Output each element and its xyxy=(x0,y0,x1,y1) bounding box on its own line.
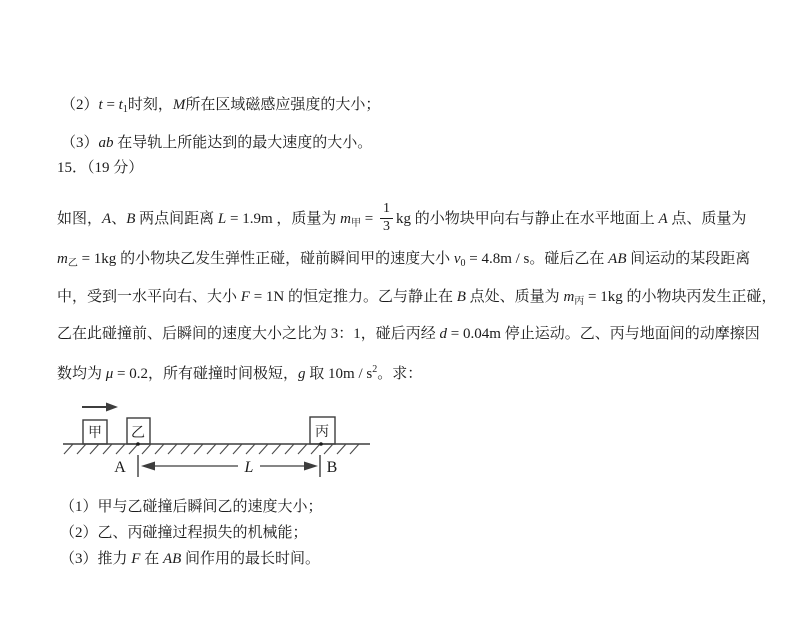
text-segment: 如图， xyxy=(57,211,103,227)
length-label: L xyxy=(244,459,254,476)
text-segment: m xyxy=(57,251,68,267)
text-segment: B xyxy=(456,289,466,305)
text-segment: ，碰后丙经 xyxy=(360,326,440,342)
question-15-paragraph-line-3 xyxy=(57,286,777,313)
text-segment: 数均为 xyxy=(57,366,106,382)
text-segment: 在 xyxy=(140,551,163,567)
point-a-label: A xyxy=(114,459,126,476)
text-segment: 甲 xyxy=(350,218,361,229)
text-segment: M xyxy=(172,97,186,113)
block-yi-label: 乙 xyxy=(131,426,145,441)
text-segment: = 1kg xyxy=(77,251,117,267)
text-segment: t xyxy=(98,97,103,113)
text-segment: 时刻， xyxy=(127,97,173,113)
block-bing-label: 丙 xyxy=(315,425,329,440)
text-segment: 两点间距离 xyxy=(135,211,218,227)
text-segment: AB xyxy=(162,551,182,567)
text-segment: 所在区域磁感应强度的大小； xyxy=(185,97,381,113)
text-segment: 1 xyxy=(353,326,361,342)
velocity-arrow-icon xyxy=(82,403,118,412)
block-bing xyxy=(310,417,335,444)
text-segment: 中，受到一水平向右、大小 xyxy=(57,289,241,305)
text-segment: （1）甲与乙碰撞后瞬间乙的速度大小； xyxy=(60,499,323,515)
text-segment: （2）乙、丙碰撞过程损失的机械能； xyxy=(60,525,308,541)
text-segment: = 4.8m / s xyxy=(465,251,530,267)
point-b-label: B xyxy=(326,459,338,476)
point-b-dot xyxy=(319,442,323,446)
text-segment: ，所有碰撞时间极短， xyxy=(148,366,299,382)
text-segment: 点、质量为 xyxy=(667,211,747,227)
text-segment: ： xyxy=(338,326,354,342)
ground-surface xyxy=(63,442,370,454)
text-segment: = 1.9m xyxy=(226,211,277,227)
text-segment: 间作用的最长时间。 xyxy=(181,551,321,567)
text-segment: = 1kg xyxy=(584,289,623,305)
text-segment: L xyxy=(217,211,227,227)
text-segment: 乙在此碰撞前、后瞬间的速度大小之比为 xyxy=(57,326,331,342)
text-segment: 15．（19 分） xyxy=(57,160,144,176)
text-segment: 的小物块丙发生正碰， xyxy=(622,289,777,305)
text-segment: B xyxy=(126,211,136,227)
question-15-paragraph-line-1 xyxy=(57,196,746,242)
text-segment: 点处、质量为 xyxy=(465,289,564,305)
physics-diagram-svg xyxy=(60,394,380,484)
text-segment: F xyxy=(131,551,141,567)
text-segment: μ xyxy=(105,366,114,382)
text-segment: 的恒定推力。乙与静止在 xyxy=(284,289,457,305)
text-segment: 3 xyxy=(330,326,339,342)
dimension-line xyxy=(114,455,337,477)
physics-diagram xyxy=(60,394,380,484)
text-segment: = 1N xyxy=(249,289,285,305)
text-segment: 2 xyxy=(372,364,378,375)
text-segment: = xyxy=(360,211,377,227)
question-15-paragraph-line-5 xyxy=(57,359,422,385)
text-segment: ，质量为 xyxy=(276,211,341,227)
block-yi xyxy=(127,418,150,444)
text-segment: 在导轨上所能达到的最大速度的大小。 xyxy=(113,135,373,151)
text-segment: g xyxy=(298,366,306,382)
text-segment: 0 xyxy=(460,258,466,269)
text-segment: = xyxy=(102,97,119,113)
text-segment: m xyxy=(563,289,575,305)
question-15-paragraph-line-2 xyxy=(57,248,750,275)
dimension-arrowhead-left xyxy=(141,462,155,471)
text-segment: F xyxy=(240,289,250,305)
text-segment: 1 xyxy=(122,104,128,115)
text-segment: （3）推力 xyxy=(60,551,132,567)
ground-hatching xyxy=(64,444,359,454)
text-segment: ab xyxy=(98,135,114,151)
text-segment: 、 xyxy=(111,211,127,227)
sub-question-3 xyxy=(60,548,320,570)
text-segment: 的小物块甲向右与静止在水平地面上 xyxy=(410,211,659,227)
text-segment: 10m / s xyxy=(328,366,373,382)
text-segment: 乙 xyxy=(67,258,78,269)
text-segment: 停止运动。乙、丙与地面间的动摩擦因 xyxy=(500,326,760,342)
text-segment: 的小物块乙发生弹性正碰，碰前瞬间甲的速度大小 xyxy=(116,251,454,267)
text-segment: （2） xyxy=(61,97,99,113)
block-jia-label: 甲 xyxy=(88,426,102,441)
text-segment: A xyxy=(102,211,112,227)
sub-question-1 xyxy=(60,496,323,518)
text-segment: d xyxy=(439,326,448,342)
text-segment: （3） xyxy=(61,135,99,151)
text-segment: 间运动的某段距离 xyxy=(626,251,751,267)
text-segment: AB xyxy=(608,251,627,267)
dimension-arrowhead-right xyxy=(304,462,318,471)
text-segment: 。求： xyxy=(377,366,423,382)
question-15-paragraph-line-4 xyxy=(57,323,760,345)
text-segment: = 0.2 xyxy=(113,366,149,382)
text-segment: = 0.04m xyxy=(447,326,501,342)
text-segment: m xyxy=(340,211,351,227)
text-segment: kg xyxy=(395,211,411,227)
point-a-dot xyxy=(136,442,140,446)
text-segment: v xyxy=(453,251,461,267)
question-15-header xyxy=(57,157,143,179)
text-segment: t xyxy=(118,97,123,113)
prev-question-item-2 xyxy=(61,94,380,121)
prev-question-item-3 xyxy=(61,132,372,154)
block-jia xyxy=(83,420,107,444)
text-segment: 取 xyxy=(305,366,329,382)
sub-question-2 xyxy=(60,522,308,544)
text-segment: 丙 xyxy=(574,296,585,307)
text-segment: $\frac{1}{3}$ xyxy=(380,202,393,234)
text-segment: 。碰后乙在 xyxy=(529,251,609,267)
text-segment: A xyxy=(658,211,668,227)
